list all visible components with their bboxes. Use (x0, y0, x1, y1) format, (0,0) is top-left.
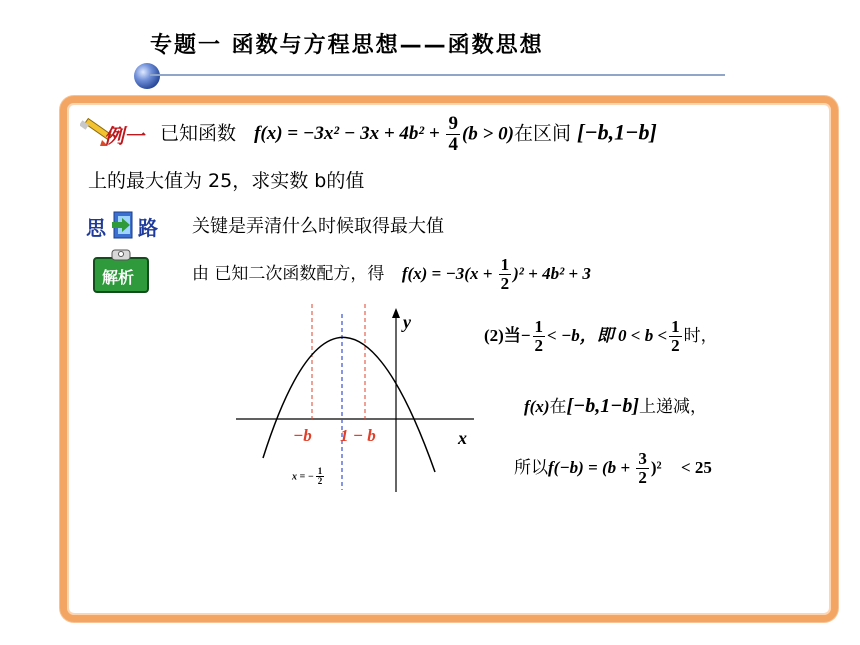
idea-text: 关键是弄清什么时候取得最大值 (192, 216, 444, 237)
parabola-curve (263, 337, 435, 472)
door-exit-icon (110, 210, 138, 240)
example-statement (160, 114, 657, 155)
function-expression: f(x) = −3x² − 3x + 4b² + (254, 123, 445, 145)
solution-text: 由 已知二次函数配方，得 (192, 263, 385, 284)
solution-badge (90, 248, 154, 296)
title-ball-icon (134, 63, 160, 89)
example-badge-label: 例一 (104, 124, 144, 148)
solution-statement (192, 256, 591, 293)
solution-badge-label: 解析 (102, 268, 135, 287)
parabola-graph (230, 300, 490, 500)
fraction-9-4: $\frac{9}{4}$ (448, 113, 458, 155)
example-badge (80, 116, 150, 154)
solution-expr-left: f(x) = −3(x + (401, 263, 497, 283)
page-title: 专题一 函数与方程思想——函数思想 (150, 33, 544, 58)
interval: [−b,1−b] (577, 119, 657, 145)
idea-badge-right: 路 (138, 216, 158, 240)
example-intro: 已知函数 (160, 122, 237, 145)
condition: (b > 0) (461, 123, 514, 145)
symmetry-axis-label: x = − $\frac{1}{2}$ (292, 466, 323, 487)
idea-badge-left: 思 (86, 216, 106, 240)
mark-one-minus-b: 1 − b (340, 426, 376, 445)
fraction-1-2: $\frac{1}{2}$ (500, 255, 510, 293)
case2-line3: 所以f(−b) = (b + $\frac{3}{2}$ )² < 25 (514, 449, 712, 487)
interval-label: 在区间 (513, 122, 571, 145)
title-underline (150, 74, 725, 76)
y-axis-label: y (403, 312, 411, 332)
idea-badge (86, 210, 164, 242)
y-axis-arrow (392, 308, 400, 318)
x-axis-label: x (458, 428, 467, 448)
example-statement-line2: 上的最大值为 25，求实数 b的值 (88, 170, 365, 192)
case2-line1: (2)当− $\frac{1}{2}$ < −b，即 0 < b < $\frac{1}{2}$ 时， (484, 317, 718, 355)
case2-line2: f(x)在[−b,1−b]上递减， (524, 395, 708, 417)
mark-neg-b: −b (293, 426, 312, 445)
solution-expr-right: )² + 4b² + 3 (513, 263, 591, 283)
